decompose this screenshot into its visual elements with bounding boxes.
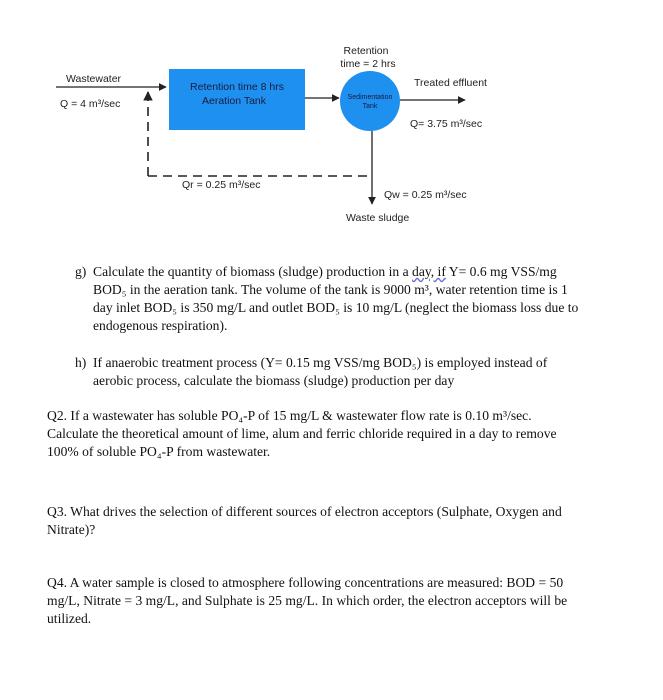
sedimentation-tank	[340, 71, 400, 131]
question-g-line1-wavy: day, if	[412, 264, 446, 279]
inflow-rate-label: Q = 4 m³/sec	[60, 98, 121, 110]
question-3-line1: Q3. What drives the selection of different sources of electron acceptors (Sulphate, Oxygen and	[47, 504, 562, 519]
question-h-label: h)	[75, 355, 87, 370]
wastewater-label: Wastewater	[66, 73, 122, 85]
question-g-line3: day inlet BOD₅ is 350 mg/L and outlet BOD₅ is 10 mg/L (neglect the biomass loss due to	[93, 300, 579, 315]
question-4-line3: utilized.	[47, 611, 92, 626]
question-h-text	[93, 354, 547, 390]
question-g-line1-post: Y= 0.6 mg VSS/mg	[445, 264, 557, 279]
question-g-text	[93, 263, 578, 335]
aeration-tank-label: Aeration Tank	[201, 95, 267, 107]
aeration-retention-label: Retention time 8 hrs	[190, 81, 284, 93]
question-2-line3: 100% of soluble PO₄-P from wastewater.	[47, 444, 271, 459]
question-h-line1: If anaerobic treatment process (Y= 0.15 mg VSS/mg BOD₅) is employed instead of	[93, 355, 548, 370]
question-2-line2: Calculate the theoretical amount of lime, alum and ferric chloride required in a day to remove	[47, 426, 557, 441]
sed-retention-label-1: Retention	[343, 45, 389, 57]
question-h-line2: aerobic process, calculate the biomass (sludge) production per day	[93, 373, 455, 388]
sed-retention-label-2: time = 2 hrs	[340, 58, 396, 70]
treated-effluent-label: Treated effluent	[414, 77, 487, 89]
waste-sludge-label: Waste sludge	[346, 212, 410, 224]
question-g-line1-pre: Calculate the quantity of biomass (sludge) production in a	[93, 264, 413, 279]
question-2-line1: Q2. If a wastewater has soluble PO₄-P of 15 mg/L & wastewater flow rate is 0.10 m³/sec.	[47, 408, 532, 423]
question-3	[47, 503, 612, 539]
sed-tank-label-2: Tank	[362, 103, 378, 110]
question-3-line2: Nitrate)?	[47, 522, 96, 537]
question-g-line4: endogenous respiration).	[93, 318, 228, 333]
question-4-line2: mg/L, Nitrate = 3 mg/L, and Sulphate is 25 mg/L. In which order, the electron acceptors will be	[47, 593, 568, 608]
sed-tank-label-1: Sedimentation	[347, 94, 393, 101]
question-g-label: g)	[75, 264, 87, 279]
waste-flow-label: Qw = 0.25 m³/sec	[384, 189, 467, 201]
question-g-line2: BOD₅ in the aeration tank. The volume of the tank is 9000 m³, water retention time is 1	[93, 282, 568, 297]
question-2	[47, 407, 612, 461]
outflow-rate-label: Q= 3.75 m³/sec	[410, 118, 483, 130]
question-4	[47, 574, 612, 628]
process-flow-diagram	[0, 0, 663, 240]
recycle-rate-label: Qr = 0.25 m³/sec	[182, 179, 261, 191]
question-4-line1: Q4. A water sample is closed to atmosphere following concentrations are measured: BOD = 50	[47, 575, 564, 590]
